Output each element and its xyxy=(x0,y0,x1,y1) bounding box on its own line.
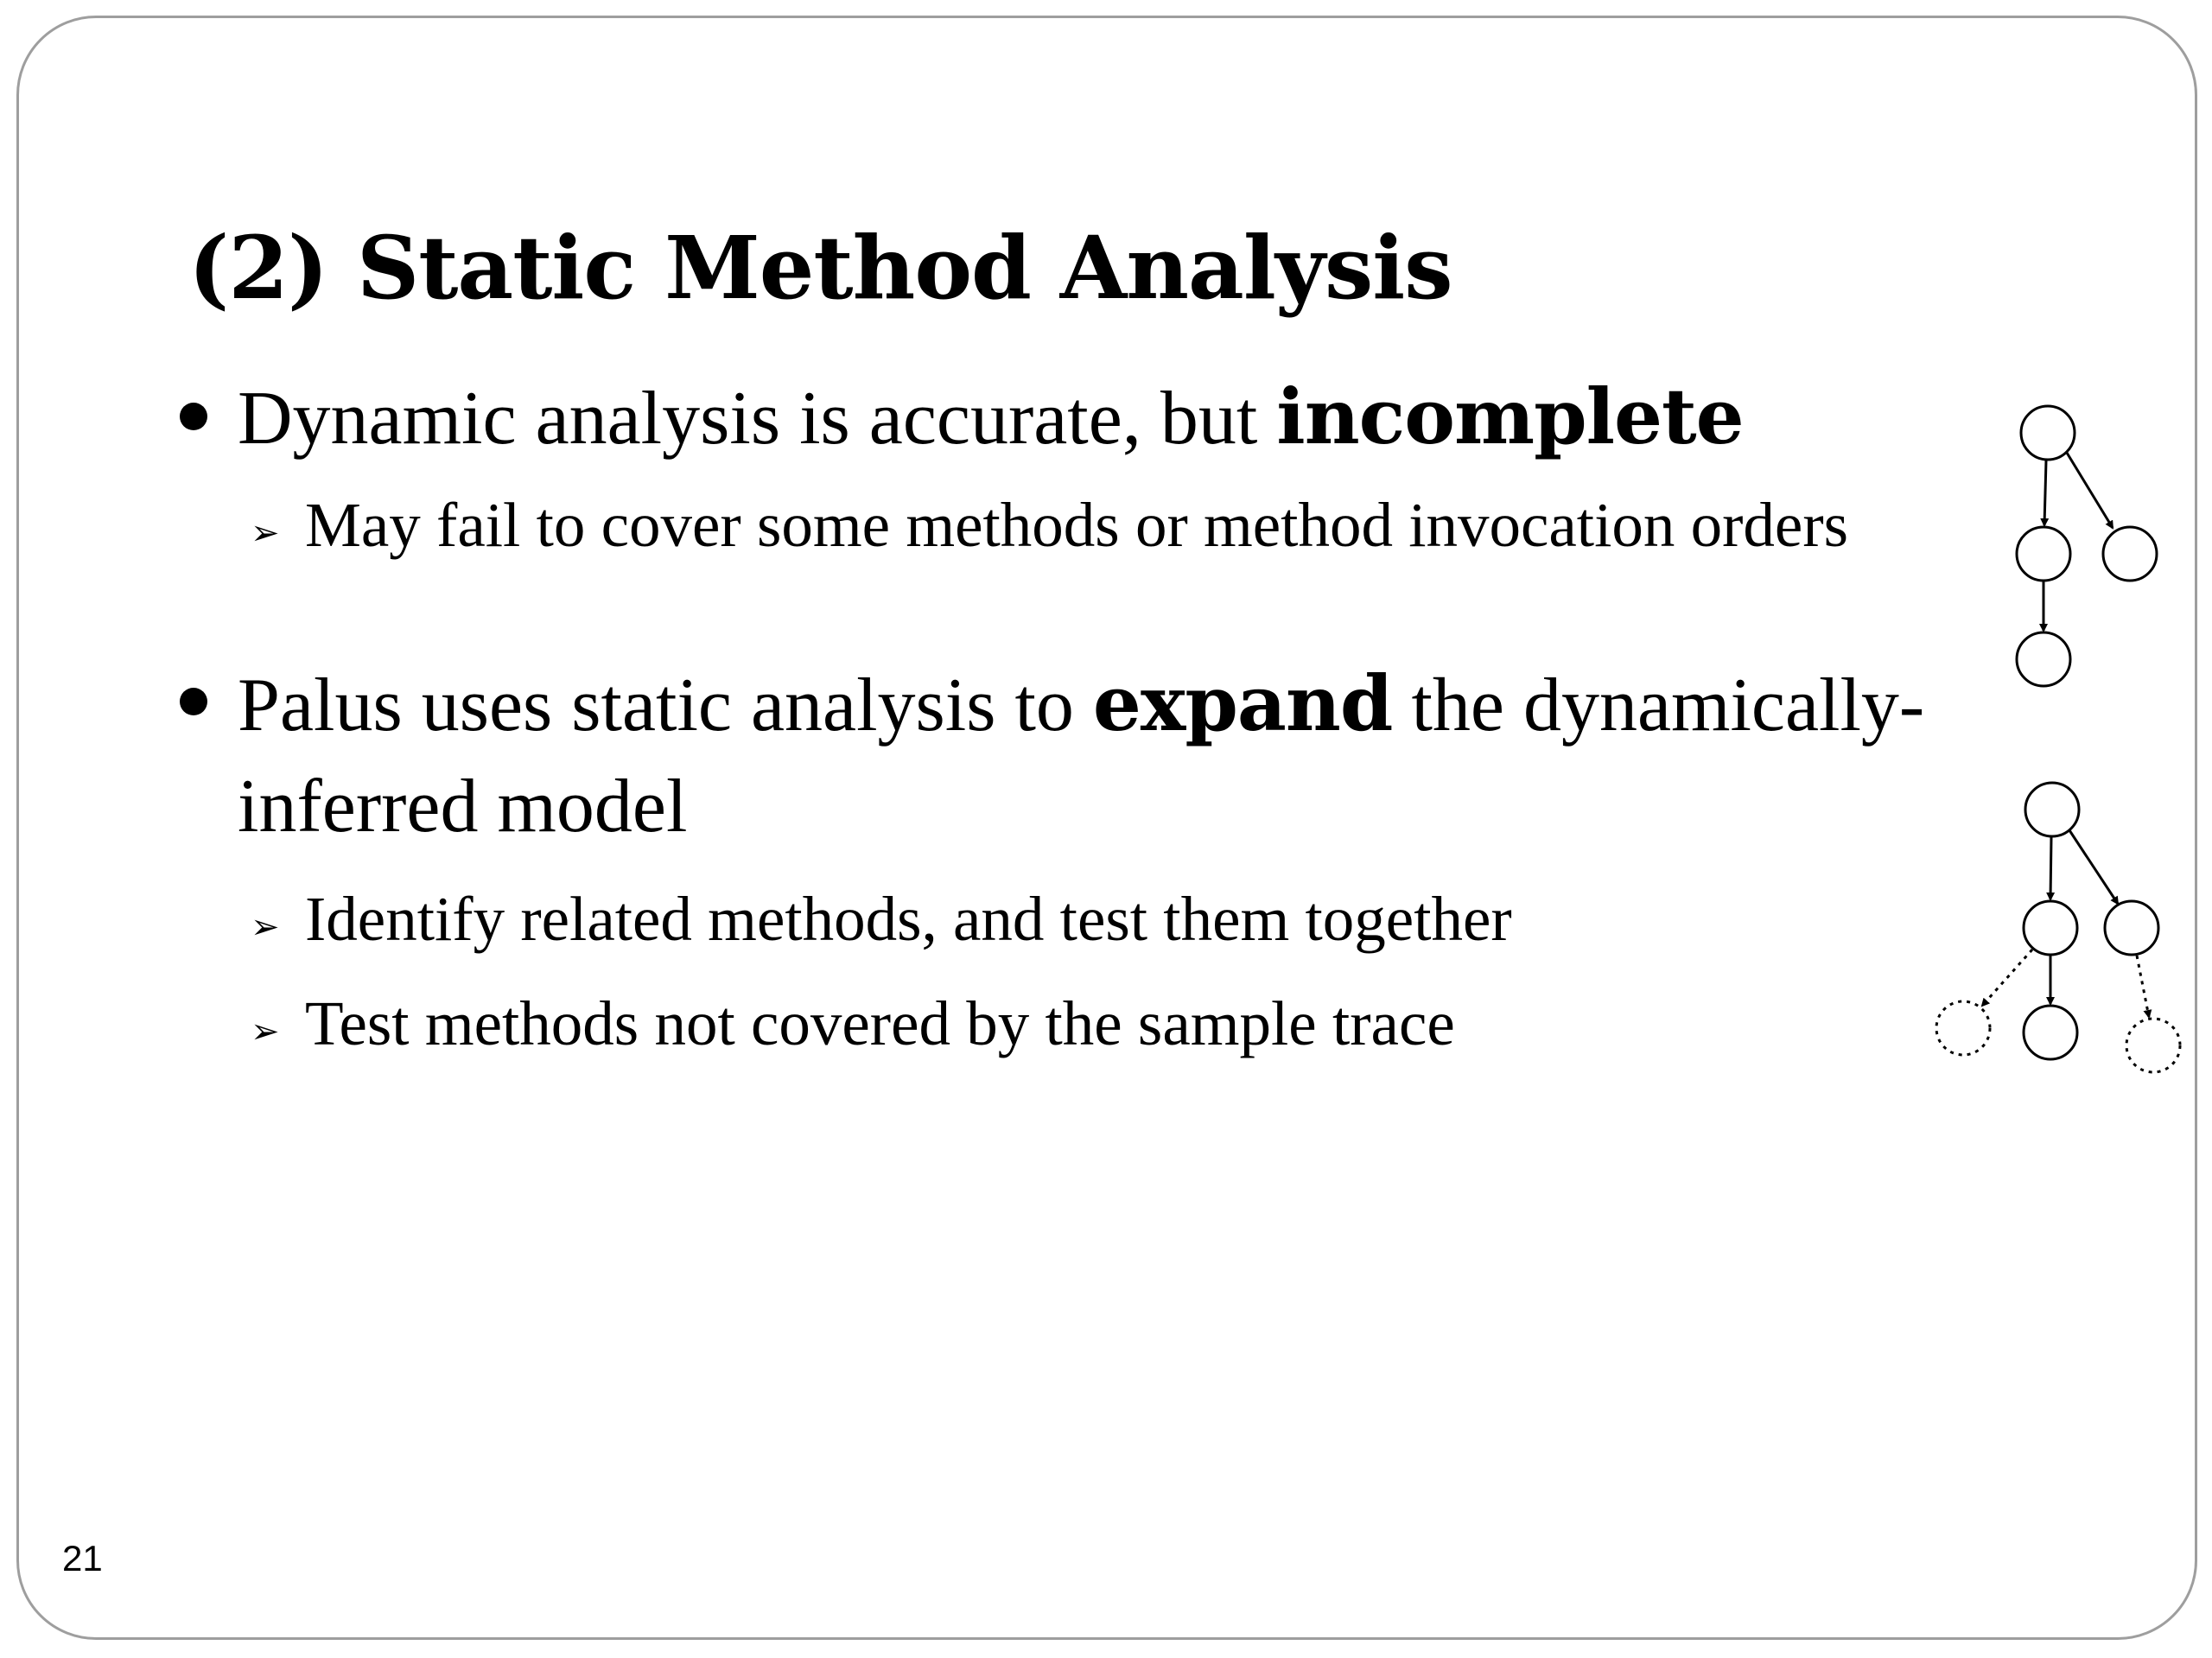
tree-node xyxy=(2017,632,2070,686)
slide-title: (2) Static Method Analysis xyxy=(188,217,1452,319)
tree-node xyxy=(2024,1006,2077,1059)
tree-node xyxy=(2105,901,2158,955)
bullet-1-lead: Dynamic analysis is accurate, but xyxy=(238,377,1277,461)
bullet-2-lead: Palus uses static analysis to xyxy=(238,664,1093,747)
bullet-2-text xyxy=(238,660,1924,749)
tree-edge-inferred xyxy=(2137,956,2149,1017)
bullet-1-emphasis: incomplete xyxy=(1276,372,1744,461)
dynamic-model-tree-diagram xyxy=(1987,397,2195,700)
bullet-2-continuation: inferred model xyxy=(238,765,688,848)
bullet-2-sub-2: Test methods not covered by the sample trace xyxy=(305,988,1455,1058)
tree-node-inferred xyxy=(1936,1001,1990,1055)
tree-edge xyxy=(2069,830,2118,904)
tree-edge xyxy=(2044,461,2046,525)
tree-node xyxy=(2103,527,2157,581)
tree-edge-inferred xyxy=(1982,950,2032,1006)
sub-bullet-arrow-icon: ➢ xyxy=(251,513,280,553)
bullet-2-emphasis: expand xyxy=(1092,658,1393,748)
tree-node xyxy=(2025,783,2079,836)
tree-edge xyxy=(2050,837,2051,899)
bullet-1-sub-1: May fail to cover some methods or method invocation orders xyxy=(305,490,1849,560)
tree-edge xyxy=(2067,453,2113,528)
tree-node xyxy=(2021,406,2075,460)
expanded-model-tree-diagram xyxy=(1927,778,2203,1089)
sub-bullet-arrow-icon: ➢ xyxy=(251,907,280,947)
bullet-1-text xyxy=(238,373,1744,462)
tree-node-inferred xyxy=(2126,1019,2180,1072)
tree-node xyxy=(2017,527,2070,581)
tree-node xyxy=(2024,901,2077,955)
bullet-dot xyxy=(180,688,207,715)
page-number: 21 xyxy=(62,1538,103,1579)
bullet-2-tail: the dynamically- xyxy=(1392,664,1925,747)
bullet-dot xyxy=(180,403,207,430)
bullet-2-sub-1: Identify related methods, and test them together xyxy=(305,884,1512,954)
sub-bullet-arrow-icon: ➢ xyxy=(251,1012,280,1051)
